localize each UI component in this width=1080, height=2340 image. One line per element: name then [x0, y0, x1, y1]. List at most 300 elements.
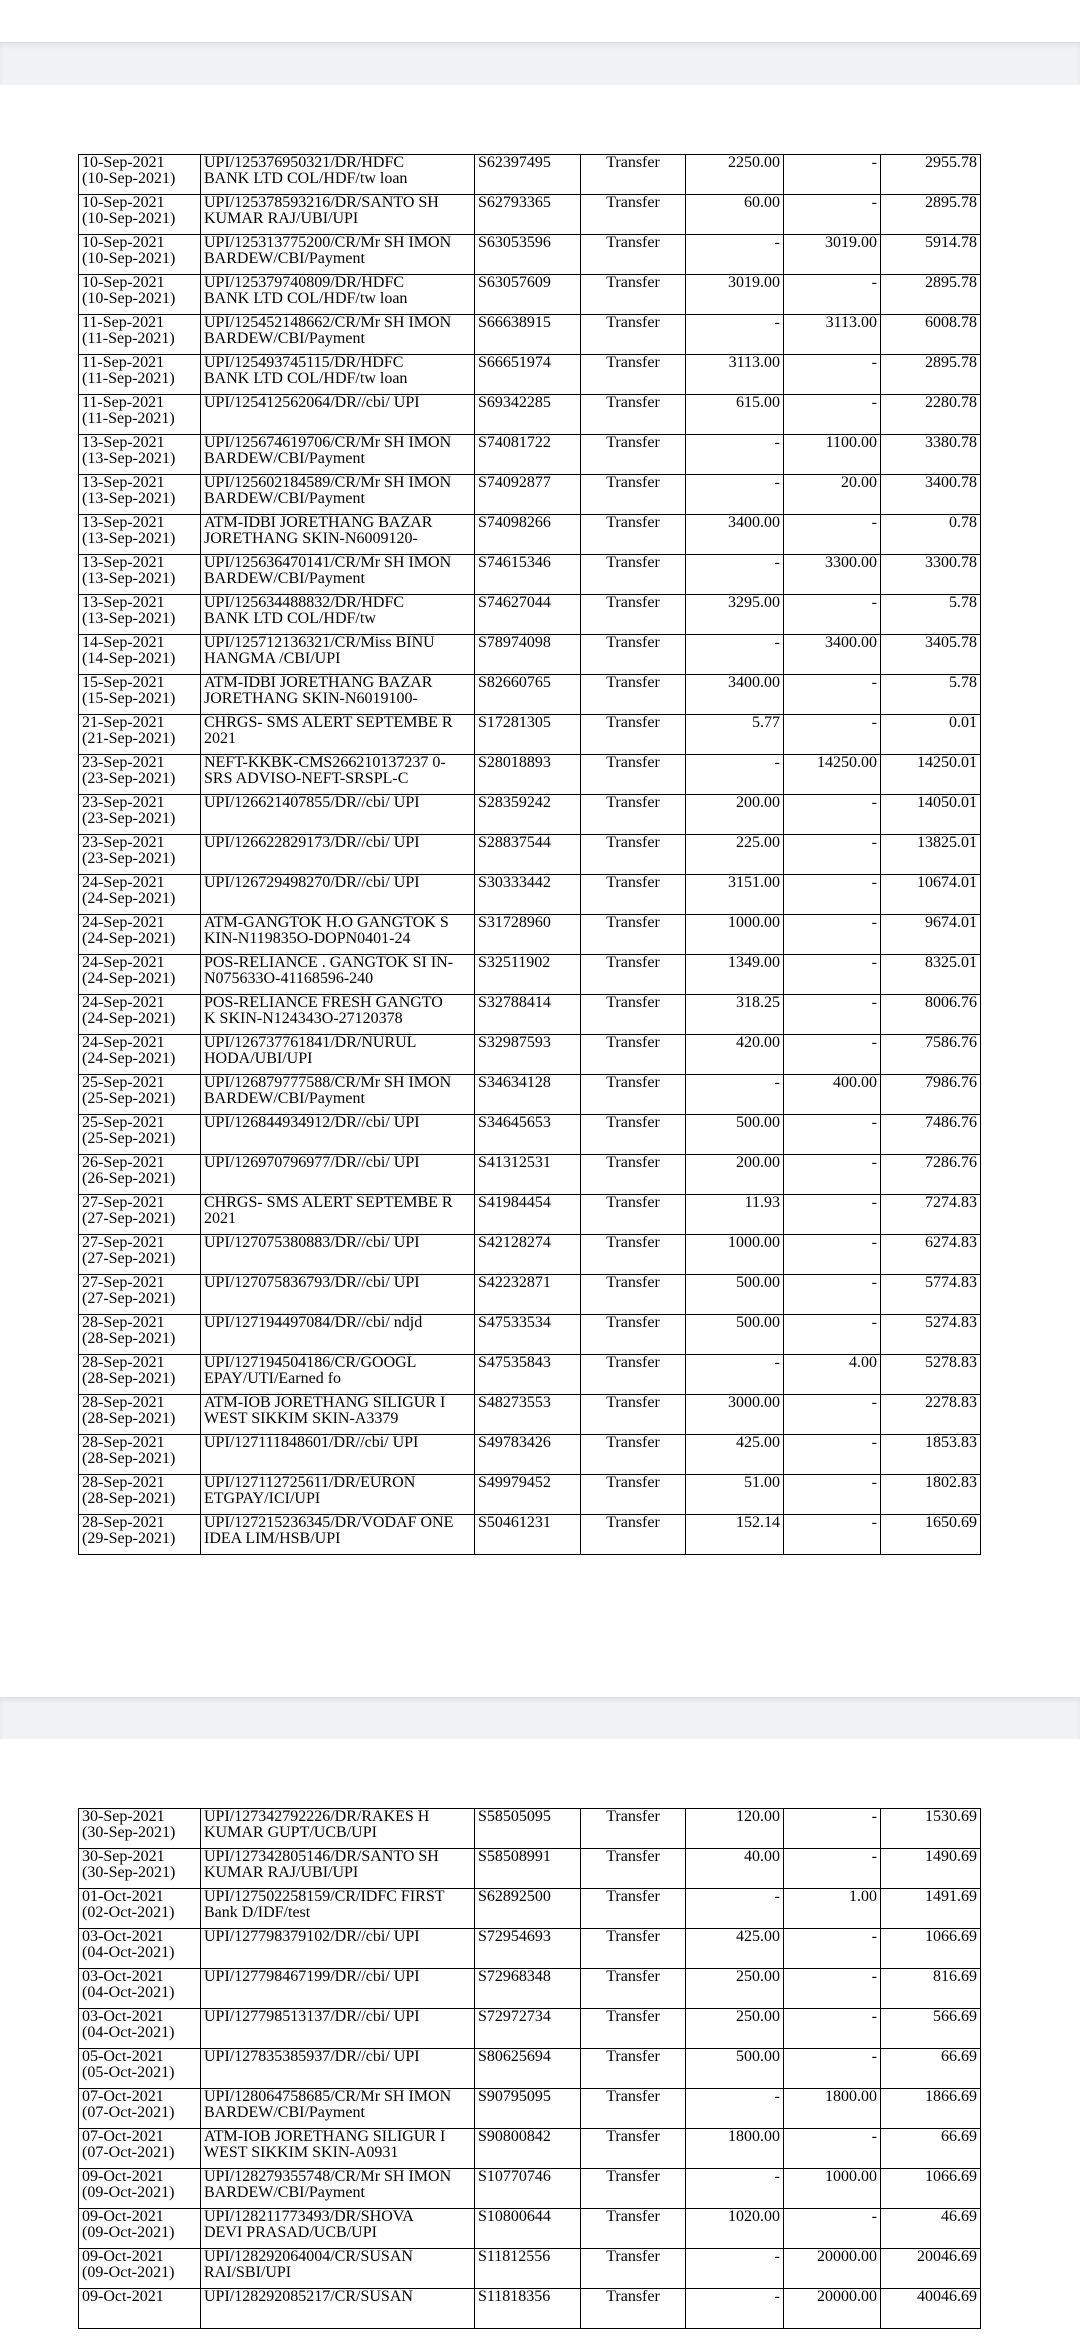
balance-cell: 2895.78	[881, 355, 981, 395]
table-row	[79, 395, 981, 435]
transactions-table	[78, 1808, 981, 2329]
debit-cell: 318.25	[686, 995, 784, 1035]
description-cell	[201, 1035, 475, 1075]
reference-cell: S49979452	[475, 1475, 581, 1515]
debit-cell: 5.77	[686, 715, 784, 755]
description-cell	[201, 555, 475, 595]
description-cell	[201, 275, 475, 315]
description-line-1: CHRGS- SMS ALERT SEPTEMBE R	[204, 714, 453, 731]
type-cell: Transfer	[581, 1235, 686, 1275]
reference-cell: S72972734	[475, 2009, 581, 2049]
debit-cell: 3400.00	[686, 515, 784, 555]
balance-cell: 8006.76	[881, 995, 981, 1035]
value-date: (27-Sep-2021)	[82, 1250, 176, 1267]
debit-cell: 425.00	[686, 1435, 784, 1475]
description-line-1: UPI/126621407855/DR//cbi/ UPI	[204, 794, 420, 811]
txn-date: 27-Sep-2021	[82, 1234, 165, 1251]
credit-cell: 14250.00	[784, 755, 881, 795]
description-line-1: ATM-IOB JORETHANG SILIGUR I	[204, 1394, 446, 1411]
type-cell: Transfer	[581, 435, 686, 475]
date-cell	[79, 1355, 201, 1395]
debit-cell: 250.00	[686, 2009, 784, 2049]
credit-cell: -	[784, 675, 881, 715]
balance-cell: 5914.78	[881, 235, 981, 275]
description-line-1: UPI/127342792226/DR/RAKES H	[204, 1808, 430, 1825]
txn-date: 09-Oct-2021	[82, 2168, 164, 2185]
txn-date: 26-Sep-2021	[82, 1154, 165, 1171]
description-line-1: UPI/125379740809/DR/HDFC	[204, 274, 405, 291]
txn-date: 09-Oct-2021	[82, 2208, 164, 2225]
reference-cell: S72954693	[475, 1929, 581, 1969]
debit-cell: -	[686, 2089, 784, 2129]
description-line-2: KUMAR RAJ/UBI/UPI	[204, 210, 359, 227]
debit-cell: -	[686, 435, 784, 475]
value-date: (10-Sep-2021)	[82, 250, 176, 267]
credit-cell: -	[784, 2129, 881, 2169]
txn-date: 11-Sep-2021	[82, 354, 165, 371]
description-line-2: BARDEW/CBI/Payment	[204, 570, 365, 587]
reference-cell: S42128274	[475, 1235, 581, 1275]
date-cell	[79, 555, 201, 595]
description-cell	[201, 595, 475, 635]
table-row	[79, 1315, 981, 1355]
reference-cell: S74627044	[475, 595, 581, 635]
reference-cell: S74615346	[475, 555, 581, 595]
reference-cell: S74092877	[475, 475, 581, 515]
reference-cell: S34634128	[475, 1075, 581, 1115]
date-cell	[79, 1475, 201, 1515]
txn-date: 28-Sep-2021	[82, 1354, 165, 1371]
description-line-1: UPI/127798379102/DR//cbi/ UPI	[204, 1928, 420, 1945]
date-cell	[79, 395, 201, 435]
description-line-1: UPI/127194497084/DR//cbi/ ndjd	[204, 1314, 423, 1331]
date-cell	[79, 795, 201, 835]
credit-cell: 1100.00	[784, 435, 881, 475]
description-cell	[201, 2249, 475, 2289]
type-cell: Transfer	[581, 1929, 686, 1969]
table-row	[79, 155, 981, 195]
description-cell	[201, 1275, 475, 1315]
txn-date: 24-Sep-2021	[82, 874, 165, 891]
txn-date: 28-Sep-2021	[82, 1434, 165, 1451]
description-cell	[201, 475, 475, 515]
description-cell	[201, 2209, 475, 2249]
balance-cell: 2280.78	[881, 395, 981, 435]
txn-date: 28-Sep-2021	[82, 1514, 165, 1531]
debit-cell: 250.00	[686, 1969, 784, 2009]
txn-date: 28-Sep-2021	[82, 1314, 165, 1331]
table-row	[79, 235, 981, 275]
debit-cell: 1800.00	[686, 2129, 784, 2169]
description-cell	[201, 755, 475, 795]
debit-cell: -	[686, 2249, 784, 2289]
date-cell	[79, 1155, 201, 1195]
reference-cell: S58508991	[475, 1849, 581, 1889]
table-row	[79, 435, 981, 475]
value-date: (26-Sep-2021)	[82, 1170, 176, 1187]
value-date: (30-Sep-2021)	[82, 1824, 176, 1841]
txn-date: 24-Sep-2021	[82, 994, 165, 1011]
description-line-1: UPI/127075836793/DR//cbi/ UPI	[204, 1274, 420, 1291]
date-cell	[79, 995, 201, 1035]
balance-cell: 2895.78	[881, 195, 981, 235]
credit-cell: -	[784, 515, 881, 555]
credit-cell: 3300.00	[784, 555, 881, 595]
description-line-1: POS-RELIANCE FRESH GANGTO	[204, 994, 443, 1011]
reference-cell: S47535843	[475, 1355, 581, 1395]
description-line-2: DEVI PRASAD/UCB/UPI	[204, 2224, 377, 2241]
type-cell: Transfer	[581, 875, 686, 915]
value-date: (10-Sep-2021)	[82, 290, 176, 307]
txn-date: 25-Sep-2021	[82, 1074, 165, 1091]
table-row	[79, 2169, 981, 2209]
description-cell	[201, 1969, 475, 2009]
txn-date: 21-Sep-2021	[82, 714, 165, 731]
date-cell	[79, 755, 201, 795]
table-row	[79, 1929, 981, 1969]
reference-cell: S41984454	[475, 1195, 581, 1235]
reference-cell: S11818356	[475, 2289, 581, 2329]
balance-cell: 1490.69	[881, 1849, 981, 1889]
reference-cell: S50461231	[475, 1515, 581, 1555]
date-cell	[79, 675, 201, 715]
type-cell: Transfer	[581, 475, 686, 515]
description-cell	[201, 315, 475, 355]
description-line-1: UPI/125636470141/CR/Mr SH IMON	[204, 554, 452, 571]
reference-cell: S72968348	[475, 1969, 581, 2009]
description-line-1: UPI/126970796977/DR//cbi/ UPI	[204, 1154, 420, 1171]
date-cell	[79, 235, 201, 275]
type-cell: Transfer	[581, 1969, 686, 2009]
credit-cell: 20000.00	[784, 2249, 881, 2289]
credit-cell: -	[784, 155, 881, 195]
table-row	[79, 1115, 981, 1155]
reference-cell: S34645653	[475, 1115, 581, 1155]
table-row	[79, 355, 981, 395]
txn-date: 24-Sep-2021	[82, 914, 165, 931]
value-date: (04-Oct-2021)	[82, 1944, 175, 1961]
description-line-2: RAI/SBI/UPI	[204, 2264, 292, 2281]
date-cell	[79, 915, 201, 955]
date-cell	[79, 1395, 201, 1435]
table-row	[79, 1155, 981, 1195]
txn-date: 09-Oct-2021	[82, 2248, 164, 2265]
balance-cell: 7274.83	[881, 1195, 981, 1235]
credit-cell: 20.00	[784, 475, 881, 515]
debit-cell: 152.14	[686, 1515, 784, 1555]
value-date: (11-Sep-2021)	[82, 370, 175, 387]
description-line-2: ETGPAY/ICI/UPI	[204, 1490, 321, 1507]
value-date: (13-Sep-2021)	[82, 530, 176, 547]
debit-cell: 3151.00	[686, 875, 784, 915]
date-cell	[79, 2169, 201, 2209]
type-cell: Transfer	[581, 795, 686, 835]
description-line-2: JORETHANG SKIN-N6019100-	[204, 690, 418, 707]
credit-cell: -	[784, 1849, 881, 1889]
date-cell	[79, 355, 201, 395]
date-cell	[79, 1275, 201, 1315]
credit-cell: 1800.00	[784, 2089, 881, 2129]
debit-cell: -	[686, 755, 784, 795]
description-line-1: UPI/125378593216/DR/SANTO SH	[204, 194, 439, 211]
reference-cell: S48273553	[475, 1395, 581, 1435]
table-row	[79, 1275, 981, 1315]
date-cell	[79, 275, 201, 315]
debit-cell: 3400.00	[686, 675, 784, 715]
description-cell	[201, 1195, 475, 1235]
debit-cell: 420.00	[686, 1035, 784, 1075]
date-cell	[79, 1115, 201, 1155]
type-cell: Transfer	[581, 395, 686, 435]
description-line-1: CHRGS- SMS ALERT SEPTEMBE R	[204, 1194, 453, 1211]
description-line-1: UPI/128279355748/CR/Mr SH IMON	[204, 2168, 452, 2185]
balance-cell: 1491.69	[881, 1889, 981, 1929]
balance-cell: 5278.83	[881, 1355, 981, 1395]
date-cell	[79, 2249, 201, 2289]
date-cell	[79, 155, 201, 195]
description-cell	[201, 2289, 475, 2329]
value-date: (10-Sep-2021)	[82, 210, 176, 227]
value-date: (11-Sep-2021)	[82, 410, 175, 427]
value-date: (09-Oct-2021)	[82, 2224, 175, 2241]
statement-page-1	[0, 85, 1080, 1697]
txn-date: 07-Oct-2021	[82, 2128, 164, 2145]
date-cell	[79, 435, 201, 475]
description-line-1: UPI/128292085217/CR/SUSAN	[204, 2288, 413, 2305]
description-cell	[201, 515, 475, 555]
type-cell: Transfer	[581, 1195, 686, 1235]
table-row	[79, 1035, 981, 1075]
type-cell: Transfer	[581, 1435, 686, 1475]
balance-cell: 5.78	[881, 675, 981, 715]
credit-cell: -	[784, 275, 881, 315]
description-cell	[201, 1475, 475, 1515]
txn-date: 11-Sep-2021	[82, 314, 165, 331]
date-cell	[79, 595, 201, 635]
date-cell	[79, 875, 201, 915]
balance-cell: 7486.76	[881, 1115, 981, 1155]
credit-cell: 3400.00	[784, 635, 881, 675]
balance-cell: 5.78	[881, 595, 981, 635]
credit-cell: -	[784, 355, 881, 395]
credit-cell: -	[784, 395, 881, 435]
description-line-2: BARDEW/CBI/Payment	[204, 2104, 365, 2121]
reference-cell: S74081722	[475, 435, 581, 475]
value-date: (28-Sep-2021)	[82, 1410, 176, 1427]
value-date: (24-Sep-2021)	[82, 970, 176, 987]
table-row	[79, 955, 981, 995]
credit-cell: -	[784, 2209, 881, 2249]
page-top-remnant	[0, 0, 1080, 42]
txn-date: 13-Sep-2021	[82, 434, 165, 451]
date-cell	[79, 2209, 201, 2249]
debit-cell: 1349.00	[686, 955, 784, 995]
balance-cell: 3400.78	[881, 475, 981, 515]
type-cell: Transfer	[581, 1849, 686, 1889]
balance-cell: 566.69	[881, 2009, 981, 2049]
date-cell	[79, 2049, 201, 2089]
table-row	[79, 1435, 981, 1475]
debit-cell: 40.00	[686, 1849, 784, 1889]
date-cell	[79, 715, 201, 755]
reference-cell: S10770746	[475, 2169, 581, 2209]
description-line-1: ATM-IDBI JORETHANG BAZAR	[204, 514, 433, 531]
description-line-1: UPI/127194504186/CR/GOOGL	[204, 1354, 417, 1371]
description-cell	[201, 1235, 475, 1275]
credit-cell: -	[784, 995, 881, 1035]
reference-cell: S78974098	[475, 635, 581, 675]
description-line-1: UPI/125376950321/DR/HDFC	[204, 154, 405, 171]
table-row	[79, 795, 981, 835]
balance-cell: 14050.01	[881, 795, 981, 835]
debit-cell: 3295.00	[686, 595, 784, 635]
reference-cell: S63053596	[475, 235, 581, 275]
debit-cell: -	[686, 1355, 784, 1395]
description-line-2: N075633O-41168596-240	[204, 970, 374, 987]
description-line-2: K SKIN-N124343O-27120378	[204, 1010, 403, 1027]
description-cell	[201, 1395, 475, 1435]
description-cell	[201, 675, 475, 715]
debit-cell: 1020.00	[686, 2209, 784, 2249]
type-cell: Transfer	[581, 755, 686, 795]
txn-date: 25-Sep-2021	[82, 1114, 165, 1131]
value-date: (02-Oct-2021)	[82, 1904, 175, 1921]
value-date: (27-Sep-2021)	[82, 1290, 176, 1307]
description-line-1: UPI/127502258159/CR/IDFC FIRST	[204, 1888, 445, 1905]
debit-cell: -	[686, 555, 784, 595]
txn-date: 28-Sep-2021	[82, 1474, 165, 1491]
description-line-1: UPI/125602184589/CR/Mr SH IMON	[204, 474, 452, 491]
credit-cell: 400.00	[784, 1075, 881, 1115]
description-cell	[201, 2009, 475, 2049]
reference-cell: S49783426	[475, 1435, 581, 1475]
balance-cell: 0.01	[881, 715, 981, 755]
type-cell: Transfer	[581, 2209, 686, 2249]
description-line-1: UPI/127798513137/DR//cbi/ UPI	[204, 2008, 420, 2025]
table-row	[79, 1515, 981, 1555]
value-date: (23-Sep-2021)	[82, 850, 176, 867]
credit-cell: -	[784, 795, 881, 835]
description-line-1: UPI/125493745115/DR/HDFC	[204, 354, 404, 371]
balance-cell: 6008.78	[881, 315, 981, 355]
balance-cell: 7986.76	[881, 1075, 981, 1115]
credit-cell: 20000.00	[784, 2289, 881, 2329]
type-cell: Transfer	[581, 835, 686, 875]
description-line-1: UPI/126879777588/CR/Mr SH IMON	[204, 1074, 452, 1091]
type-cell: Transfer	[581, 315, 686, 355]
description-line-2: BARDEW/CBI/Payment	[204, 2184, 365, 2201]
reference-cell: S17281305	[475, 715, 581, 755]
balance-cell: 1066.69	[881, 1929, 981, 1969]
debit-cell: 225.00	[686, 835, 784, 875]
type-cell: Transfer	[581, 1475, 686, 1515]
value-date: (07-Oct-2021)	[82, 2144, 175, 2161]
debit-cell: 3113.00	[686, 355, 784, 395]
credit-cell: -	[784, 1515, 881, 1555]
reference-cell: S11812556	[475, 2249, 581, 2289]
date-cell	[79, 2289, 201, 2329]
debit-cell: -	[686, 2289, 784, 2329]
reference-cell: S32511902	[475, 955, 581, 995]
table-row	[79, 195, 981, 235]
type-cell: Transfer	[581, 1275, 686, 1315]
description-cell	[201, 1115, 475, 1155]
debit-cell: 1000.00	[686, 1235, 784, 1275]
reference-cell: S63057609	[475, 275, 581, 315]
credit-cell: -	[784, 1035, 881, 1075]
type-cell: Transfer	[581, 2089, 686, 2129]
reference-cell: S82660765	[475, 675, 581, 715]
reference-cell: S62892500	[475, 1889, 581, 1929]
txn-date: 10-Sep-2021	[82, 154, 165, 171]
date-cell	[79, 1929, 201, 1969]
value-date: (28-Sep-2021)	[82, 1330, 176, 1347]
reference-cell: S30333442	[475, 875, 581, 915]
txn-date: 27-Sep-2021	[82, 1274, 165, 1291]
reference-cell: S69342285	[475, 395, 581, 435]
description-line-2: KIN-N119835O-DOPN0401-24	[204, 930, 411, 947]
date-cell	[79, 635, 201, 675]
balance-cell: 66.69	[881, 2049, 981, 2089]
balance-cell: 40046.69	[881, 2289, 981, 2329]
balance-cell: 816.69	[881, 1969, 981, 2009]
type-cell: Transfer	[581, 355, 686, 395]
value-date: (28-Sep-2021)	[82, 1490, 176, 1507]
reference-cell: S42232871	[475, 1275, 581, 1315]
credit-cell: 1.00	[784, 1889, 881, 1929]
txn-date: 14-Sep-2021	[82, 634, 165, 651]
balance-cell: 2895.78	[881, 275, 981, 315]
txn-date: 24-Sep-2021	[82, 1034, 165, 1051]
date-cell	[79, 315, 201, 355]
description-line-2: SRS ADVISO-NEFT-SRSPL-C	[204, 770, 409, 787]
txn-date: 30-Sep-2021	[82, 1808, 165, 1825]
table-row	[79, 1235, 981, 1275]
description-line-1: UPI/125712136321/CR/Miss BINU	[204, 634, 435, 651]
description-line-1: UPI/128211773493/DR/SHOVA	[204, 2208, 414, 2225]
description-line-1: ATM-IDBI JORETHANG BAZAR	[204, 674, 433, 691]
balance-cell: 9674.01	[881, 915, 981, 955]
txn-date: 23-Sep-2021	[82, 834, 165, 851]
table-row	[79, 835, 981, 875]
debit-cell: 1000.00	[686, 915, 784, 955]
debit-cell: -	[686, 635, 784, 675]
credit-cell: -	[784, 2049, 881, 2089]
table-row	[79, 995, 981, 1035]
value-date: (13-Sep-2021)	[82, 490, 176, 507]
table-row	[79, 755, 981, 795]
type-cell: Transfer	[581, 2249, 686, 2289]
description-line-1: UPI/127835385937/DR//cbi/ UPI	[204, 2048, 420, 2065]
value-date: (23-Sep-2021)	[82, 770, 176, 787]
description-cell	[201, 635, 475, 675]
balance-cell: 5774.83	[881, 1275, 981, 1315]
txn-date: 13-Sep-2021	[82, 474, 165, 491]
value-date: (24-Sep-2021)	[82, 890, 176, 907]
description-cell	[201, 1809, 475, 1849]
balance-cell: 3380.78	[881, 435, 981, 475]
description-cell	[201, 155, 475, 195]
credit-cell: -	[784, 2009, 881, 2049]
balance-cell: 8325.01	[881, 955, 981, 995]
credit-cell: -	[784, 1809, 881, 1849]
date-cell	[79, 1889, 201, 1929]
description-line-1: UPI/128292064004/CR/SUSAN	[204, 2248, 413, 2265]
credit-cell: 4.00	[784, 1355, 881, 1395]
reference-cell: S62793365	[475, 195, 581, 235]
table-row	[79, 875, 981, 915]
reference-cell: S62397495	[475, 155, 581, 195]
